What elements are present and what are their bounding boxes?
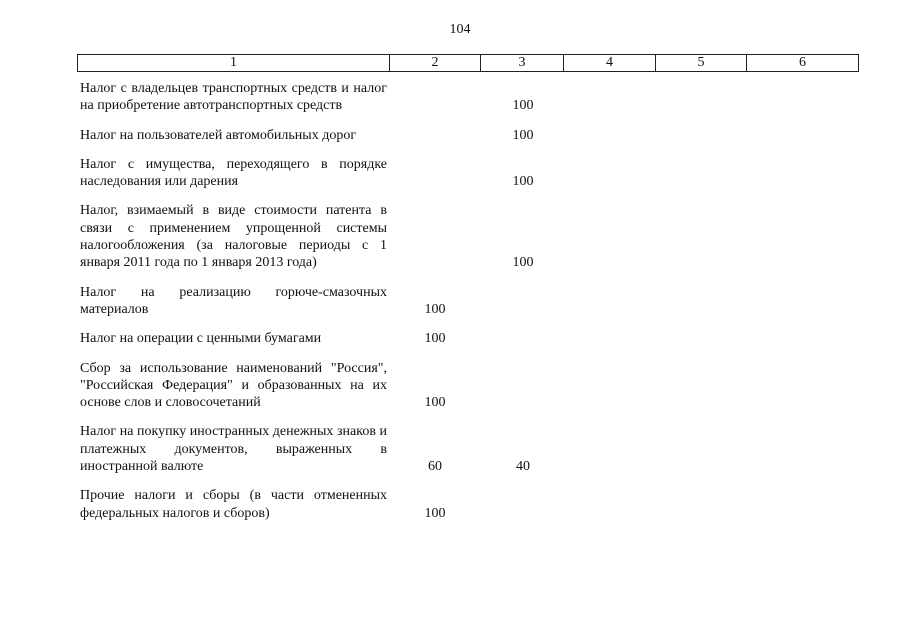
table-row xyxy=(80,360,900,412)
table-row xyxy=(80,423,900,475)
row-value-col2: 100 xyxy=(424,331,446,347)
table-row xyxy=(80,487,900,522)
table-row xyxy=(80,202,900,271)
row-value-col3: 40 xyxy=(516,459,530,475)
row-value-col3: 100 xyxy=(512,255,534,271)
row-value-col3: 100 xyxy=(512,127,534,143)
row-name: Сбор за использование наименований "Россия", "Российская Федерация" и образованных на их основе слов и словосочетаний xyxy=(80,360,387,411)
column-header-4: 4 xyxy=(564,55,656,72)
row-name: Прочие налоги и сборы (в части отмененных федеральных налогов и сборов) xyxy=(80,488,387,521)
column-header-table xyxy=(77,54,859,72)
row-name: Налог с владельцев транспортных средств и налог на приобретение автотранспортных средств xyxy=(80,81,387,114)
row-name: Налог на операции с ценными бумагами xyxy=(80,331,322,347)
column-header-3: 3 xyxy=(481,55,564,72)
tax-rows xyxy=(80,80,900,534)
column-header-2: 2 xyxy=(390,55,481,72)
table-row xyxy=(80,284,900,319)
row-name: Налог на пользователей автомобильных дорог xyxy=(80,127,357,143)
row-value-col2: 100 xyxy=(424,505,446,521)
row-name: Налог с имущества, переходящего в порядке наследования или дарения xyxy=(80,156,387,190)
row-name: Налог, взимаемый в виде стоимости патента в связи с применением упрощенной системы налогообложения (за налоговые периоды с 1 января 2011 года по 1 января 2013 года) xyxy=(80,203,387,271)
column-header-row xyxy=(78,55,859,72)
table-row xyxy=(80,80,900,115)
table-row xyxy=(80,156,900,191)
row-value-col2: 60 xyxy=(428,459,442,475)
row-value-col3: 100 xyxy=(512,98,534,114)
column-header-6: 6 xyxy=(747,55,859,72)
column-header-5: 5 xyxy=(656,55,747,72)
row-value-col2: 100 xyxy=(424,301,446,317)
row-name: Налог на реализацию горюче-смазочных материалов xyxy=(80,284,387,317)
table-row xyxy=(80,330,900,347)
row-name: Налог на покупку иностранных денежных знаков и платежных документов, выраженных в иностранной валюте xyxy=(80,424,387,475)
row-value-col3: 100 xyxy=(512,174,534,190)
column-header-1: 1 xyxy=(78,55,390,72)
row-value-col2: 100 xyxy=(424,395,446,411)
page-number: 104 xyxy=(449,22,471,37)
table-row xyxy=(80,127,900,144)
